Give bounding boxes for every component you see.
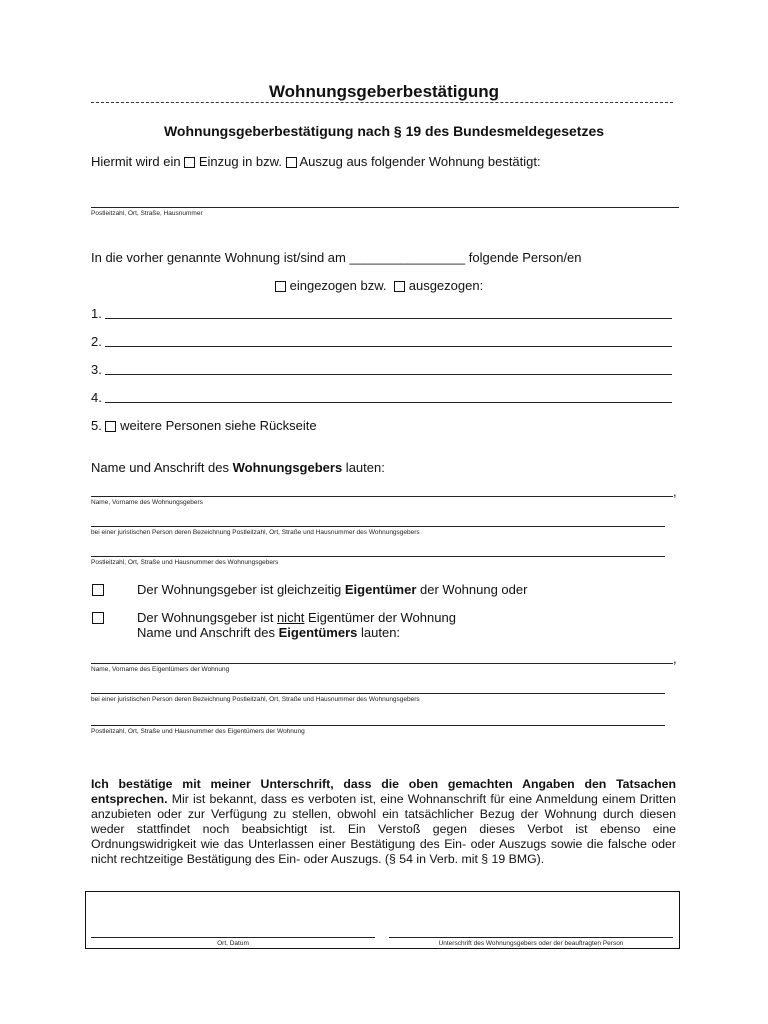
owner-option-2-post: Eigentümer der Wohnung — [304, 610, 456, 625]
owner-option-1 — [137, 582, 527, 597]
person-number-2: 2. — [91, 334, 102, 349]
auszug-label: Auszug aus folgender Wohnung bestätigt: — [299, 154, 541, 169]
owner-option-2-line2 — [137, 625, 400, 640]
person-field-4[interactable] — [105, 402, 672, 403]
eingezogen-label: eingezogen bzw. — [289, 278, 387, 293]
comma-mark: , — [673, 484, 677, 499]
ausgezogen-label: ausgezogen: — [408, 278, 484, 293]
person-number-4: 4. — [91, 390, 102, 405]
owner-option-1-pre: Der Wohnungsgeber ist gleichzeitig — [137, 582, 345, 597]
owner-legal-field[interactable] — [91, 693, 665, 694]
owner-heading-bold: Eigentümers — [278, 625, 358, 640]
moved-line: In die vorher genannte Wohnung ist/sind am ________________ folgende Person/en — [91, 250, 582, 265]
comma-mark: , — [673, 651, 677, 666]
owner-name-field[interactable] — [91, 663, 673, 664]
declaration-bold: Ich bestätige mit meiner Unterschrift, dass die oben gemachten Angaben den Tatsachen entsprechen. — [91, 777, 676, 806]
landlord-heading-post: lauten: — [342, 460, 385, 475]
owner-name-caption: Name, Vorname des Eigentümers der Wohnung — [91, 666, 230, 673]
owner-is-landlord-checkbox[interactable] — [92, 584, 104, 596]
ausgezogen-checkbox[interactable] — [394, 281, 405, 292]
declaration-text: Mir ist bekannt, dass es verboten ist, eine Wohnanschrift für eine Anmeldung einem Dritten anzubieten oder zur Verfügung zu stellen, obwohl ein tatsächlicher Bezug der Wohnung durch diesen weder stattfindet noch beabsichtigt ist. Ein Verstoß gegen dieses Verbot ist ebenso eine Ordnungswidrigkeit wie das Unterlassen einer Bestätigung des Ein- oder Auszugs sowie die falsche oder nicht rechtzeitige Bestätigung des Ein- oder Auszugs. (§ 54 in Verb. mit § 19 BMG). — [91, 792, 676, 866]
person-field-2[interactable] — [105, 346, 672, 347]
owner-option-2 — [137, 610, 456, 625]
person-number-5: 5. — [91, 418, 102, 433]
landlord-legal-caption: bei einer juristischen Person deren Bezeichnung Postleitzahl, Ort, Straße und Hausnummer des Wohnungsgebers — [91, 529, 420, 536]
landlord-heading — [91, 460, 385, 475]
auszug-checkbox[interactable] — [286, 157, 297, 168]
intro-prefix: Hiermit wird ein — [91, 154, 181, 169]
address-caption: Postleitzahl, Ort, Straße, Hausnummer — [91, 210, 203, 217]
place-date-caption: Ort, Datum — [217, 940, 249, 947]
owner-address-field[interactable] — [91, 725, 665, 726]
owner-legal-caption: bei einer juristischen Person deren Bezeichnung Postleitzahl, Ort, Straße und Hausnummer des Wohnungsgebers — [91, 696, 420, 703]
owner-option-1-bold: Eigentümer — [344, 582, 417, 597]
landlord-address-caption: Postleitzahl, Ort, Straße und Hausnummer des Wohnungsgebers — [91, 559, 279, 566]
more-persons-label: weitere Personen siehe Rückseite — [120, 418, 317, 433]
person-number-3: 3. — [91, 362, 102, 377]
intro-line — [91, 154, 541, 169]
person-field-3[interactable] — [105, 374, 672, 375]
document-title: Wohnungsgeberbestätigung — [268, 82, 500, 101]
einzug-checkbox[interactable] — [184, 157, 195, 168]
person-field-1[interactable] — [105, 318, 672, 319]
owner-option-2-pre: Der Wohnungsgeber ist — [137, 610, 277, 625]
signature-caption: Unterschrift des Wohnungsgebers oder der beauftragten Person — [438, 940, 624, 947]
declaration-paragraph — [91, 777, 676, 867]
owner-heading-pre: Name und Anschrift des — [137, 625, 279, 640]
document-subtitle: Wohnungsgeberbestätigung nach § 19 des Bundesmeldegesetzes — [163, 123, 605, 139]
person-5-line — [91, 418, 317, 433]
owner-option-2-underline: nicht — [276, 610, 305, 625]
moved-options — [275, 278, 483, 293]
dashed-divider — [91, 102, 673, 103]
owner-heading-post: lauten: — [357, 625, 401, 640]
owner-address-caption: Postleitzahl, Ort, Straße und Hausnummer des Eigentümers der Wohnung — [91, 728, 305, 735]
owner-option-1-post: der Wohnung oder — [416, 582, 528, 597]
place-date-field[interactable] — [91, 937, 375, 938]
landlord-name-caption: Name, Vorname des Wohnungsgebers — [91, 499, 203, 506]
landlord-legal-field[interactable] — [91, 526, 665, 527]
owner-not-landlord-checkbox[interactable] — [92, 612, 104, 624]
more-persons-checkbox[interactable] — [105, 421, 116, 432]
landlord-heading-pre: Name und Anschrift des — [91, 460, 233, 475]
person-number-1: 1. — [91, 306, 102, 321]
signature-field[interactable] — [389, 937, 673, 938]
eingezogen-checkbox[interactable] — [275, 281, 286, 292]
landlord-heading-bold: Wohnungsgebers — [232, 460, 343, 475]
address-field[interactable] — [91, 207, 679, 208]
landlord-address-field[interactable] — [91, 556, 665, 557]
einzug-label: Einzug in bzw. — [198, 154, 282, 169]
landlord-name-field[interactable] — [91, 496, 673, 497]
